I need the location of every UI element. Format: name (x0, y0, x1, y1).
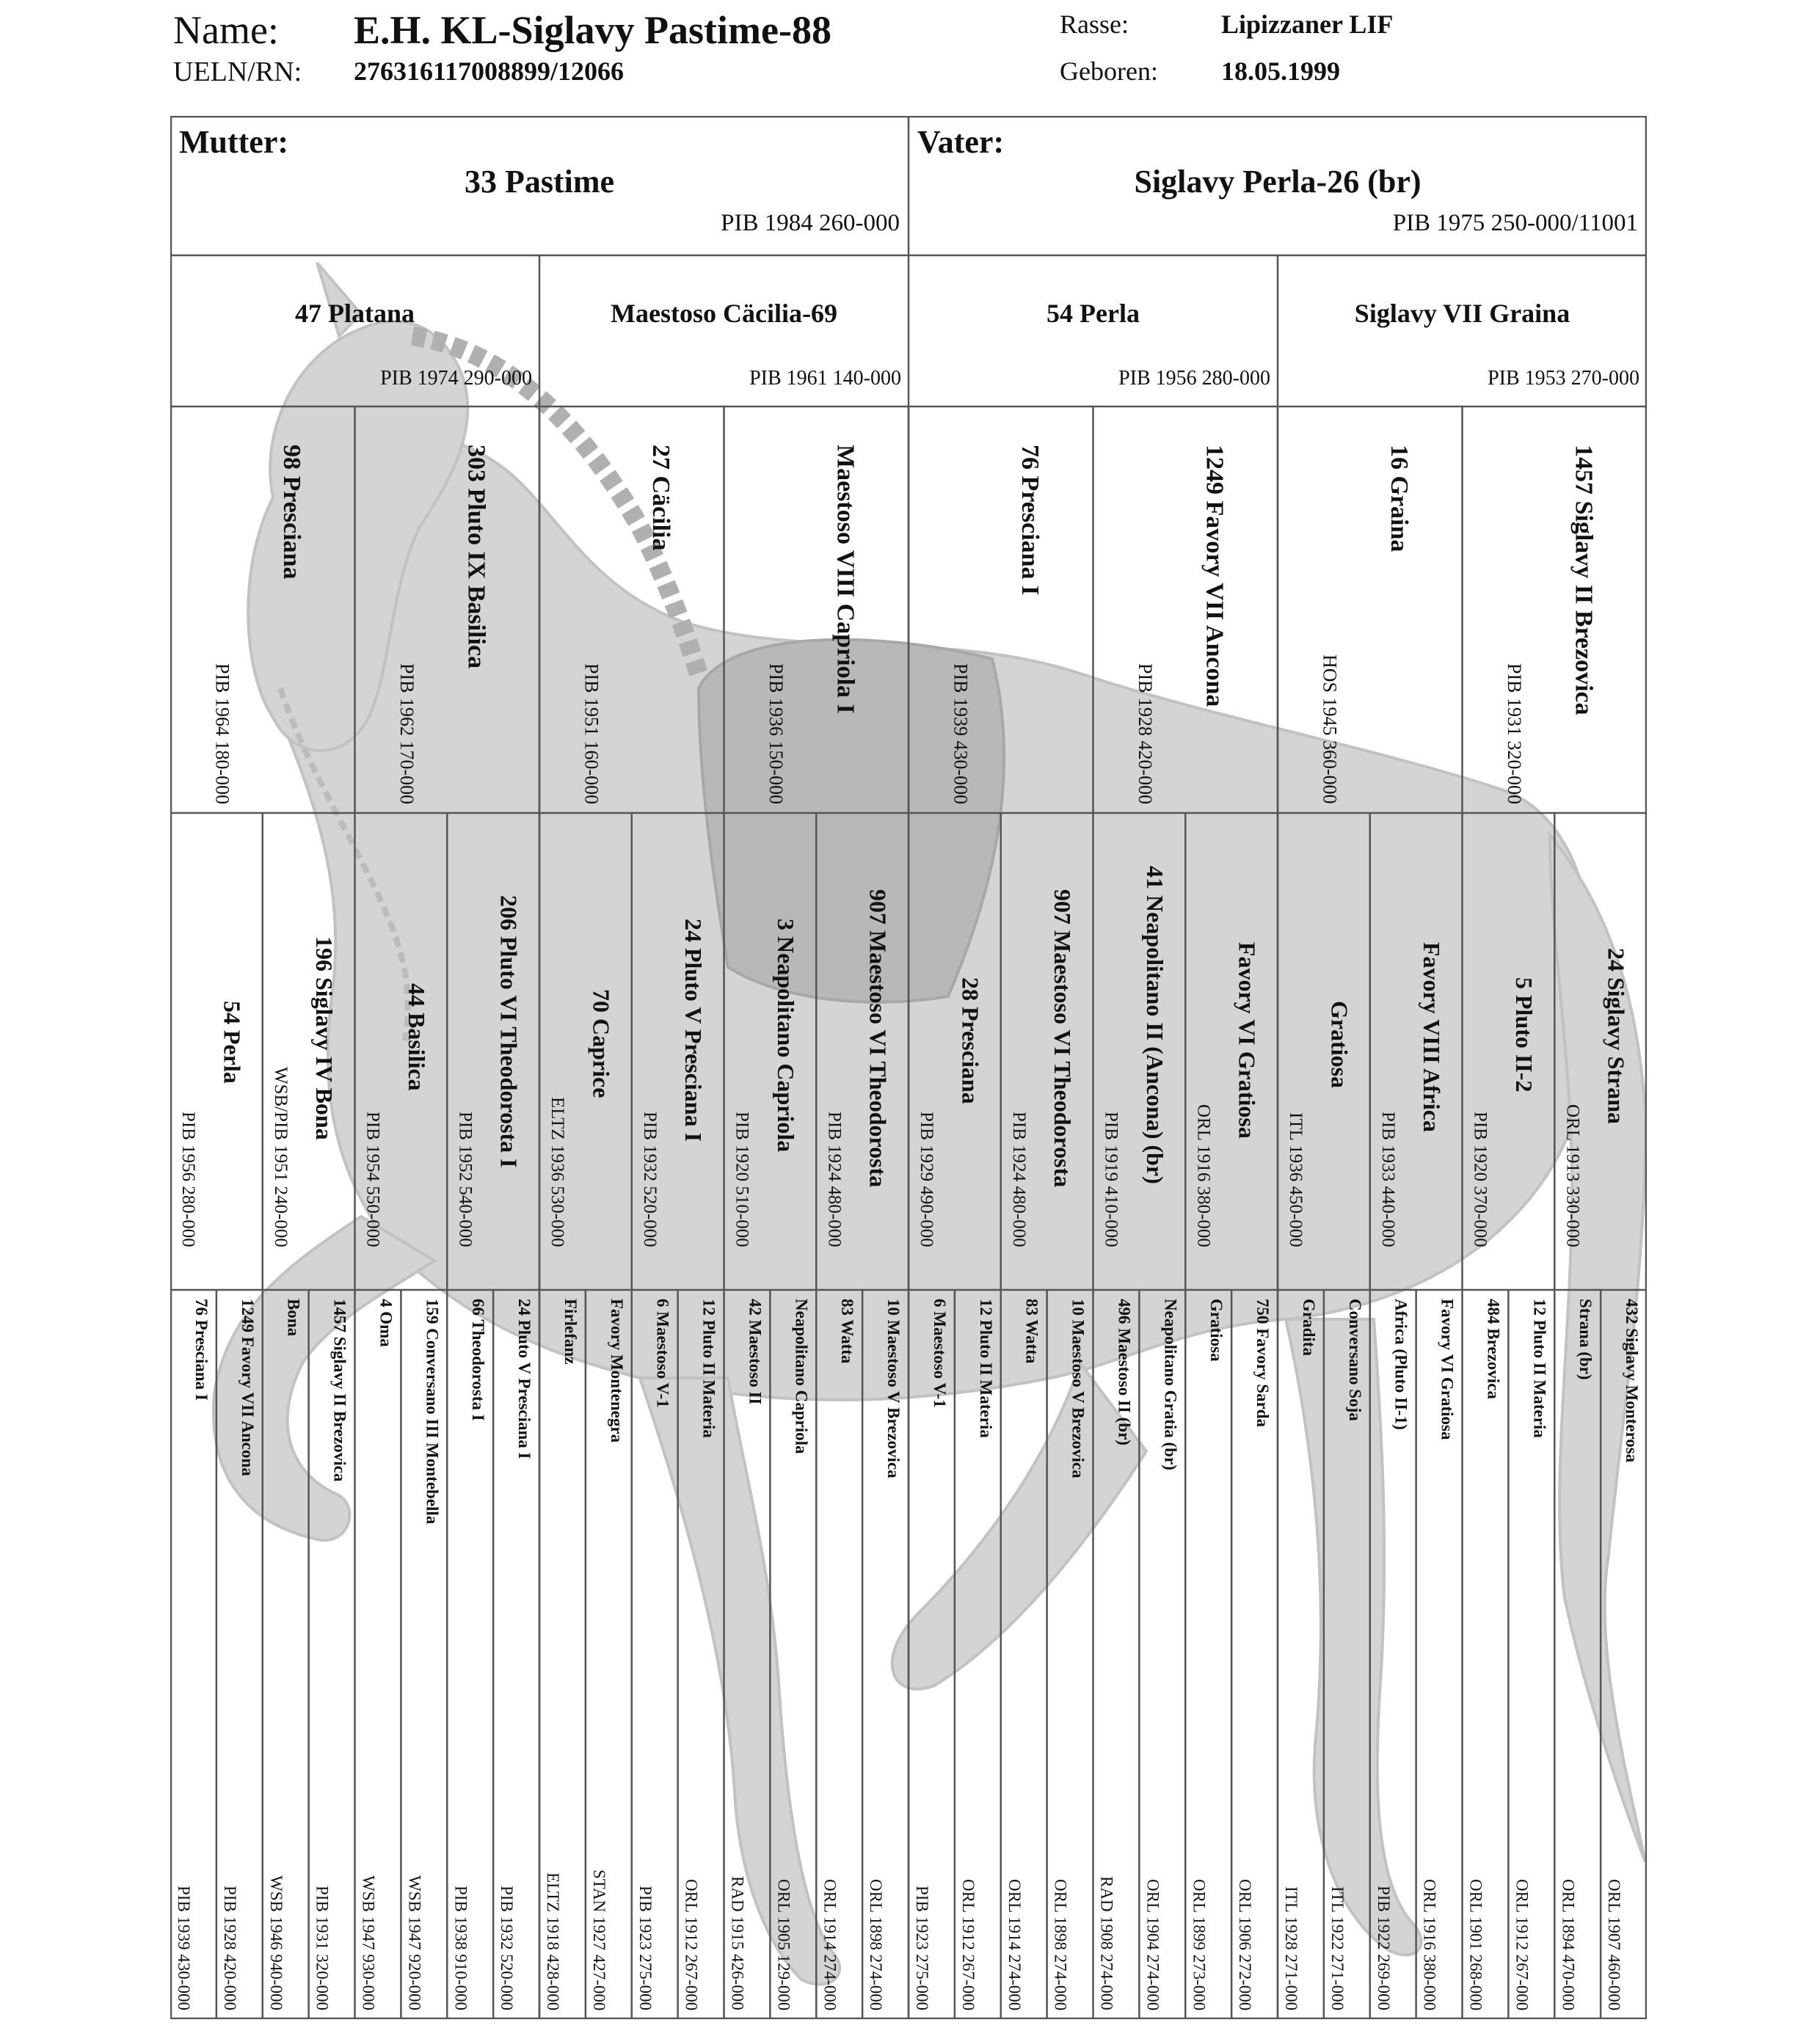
ancestor-registration: PIB 1931 320-000 (313, 1886, 332, 2010)
ancestor-cell (678, 1290, 724, 2019)
parent-registration: PIB 1984 260-000 (721, 210, 900, 236)
ancestor-registration: PIB 1920 510-000 (732, 1112, 752, 1247)
ancestor-name: 750 Favory Sarda (1253, 1299, 1273, 1428)
ancestor-cell (1185, 1290, 1231, 2019)
ancestor-registration: PIB 1920 370-000 (1470, 1112, 1490, 1247)
ancestor-registration: RAD 1908 274-000 (1097, 1876, 1116, 2010)
ancestor-name: 83 Watta (1022, 1299, 1041, 1364)
ancestor-registration: PIB 1923 275-000 (913, 1886, 932, 2010)
ancestor-name: Favory VI Gratiosa (1438, 1299, 1457, 1440)
grandparent-name: 54 Perla (1046, 299, 1140, 328)
ancestor-registration: PIB 1936 150-000 (765, 663, 787, 804)
ancestor-cell (1370, 813, 1463, 1290)
ancestor-registration: ORL 1912 267-000 (682, 1878, 701, 2010)
sire-cell (909, 116, 1647, 255)
parent-role-label: Mutter: (179, 124, 289, 160)
ancestor-name: Strana (br) (1576, 1299, 1595, 1380)
ancestor-registration: ITL 1922 271-000 (1328, 1886, 1347, 2010)
ancestor-name: Favory VI Gratiosa (1234, 942, 1261, 1139)
ancestor-name: 303 Pluto IX Basilica (462, 445, 490, 669)
ancestor-registration: HOS 1945 360-000 (1319, 654, 1341, 804)
ancestor-registration: WSB 1947 920-000 (405, 1875, 424, 2010)
ancestor-name: 1457 Siglavy II Brezovica (330, 1299, 349, 1482)
ancestor-cell (216, 1290, 263, 2019)
ancestor-registration: ORL 1907 460-000 (1605, 1878, 1624, 2010)
ancestor-name: 159 Conversano III Montebella (423, 1299, 442, 1525)
ancestor-registration: PIB 1938 910-000 (451, 1886, 470, 2010)
ancestor-cell (1508, 1290, 1554, 2019)
horse-name: E.H. KL-Siglavy Pastime-88 (354, 8, 831, 52)
ancestor-registration: PIB 1923 275-000 (636, 1886, 655, 2010)
ancestor-registration: ORL 1898 274-000 (1051, 1878, 1070, 2010)
grandparent-cell (539, 255, 909, 406)
ancestor-registration: PIB 1919 410-000 (1101, 1112, 1121, 1247)
ancestor-registration: ITL 1936 450-000 (1286, 1112, 1306, 1247)
born-value: 18.05.1999 (1221, 56, 1340, 86)
ancestor-name: 4 Oma (376, 1299, 396, 1347)
ancestor-cell (263, 813, 355, 1290)
ancestor-name: 70 Caprice (588, 989, 615, 1098)
ancestor-name: 1249 Favory VII Ancona (1201, 445, 1228, 707)
grandparent-registration: PIB 1956 280-000 (1118, 367, 1270, 390)
ancestor-registration: RAD 1915 426-000 (728, 1876, 747, 2010)
ancestor-registration: ORL 1901 268-000 (1466, 1878, 1485, 2010)
ancestor-cell (1001, 813, 1093, 1290)
ancestor-registration: PIB 1928 420-000 (220, 1886, 239, 2010)
grandparent-registration: PIB 1974 290-000 (380, 367, 532, 390)
ancestor-registration: PIB 1962 170-000 (396, 663, 418, 804)
ancestor-registration: ORL 1894 470-000 (1559, 1878, 1578, 2010)
ancestor-registration: ORL 1898 274-000 (867, 1878, 886, 2010)
ancestor-cell (1139, 1290, 1185, 2019)
ancestor-registration: PIB 1928 420-000 (1134, 663, 1156, 804)
ancestor-name: Neapolitano Gratia (br) (1161, 1299, 1180, 1470)
ancestor-registration: PIB 1924 480-000 (824, 1112, 845, 1247)
great-grandparent-cell (724, 406, 909, 813)
ancestor-cell (1185, 813, 1278, 1290)
ancestor-name: Firlefanz (561, 1299, 580, 1365)
ancestor-name: 16 Graina (1385, 445, 1413, 552)
parent-name: Siglavy Perla-26 (br) (1134, 164, 1422, 200)
parent-role-label: Vater: (917, 124, 1005, 160)
ancestor-cell (632, 813, 724, 1290)
ancestor-cell (539, 813, 632, 1290)
ancestor-cell (1278, 1290, 1324, 2019)
ancestor-name: 206 Pluto VI Theodorosta I (495, 895, 523, 1168)
ancestor-name: 1457 Siglavy II Brezovica (1570, 445, 1598, 715)
born-label: Geboren: (1060, 56, 1158, 86)
grandparent-cell (909, 255, 1278, 406)
ancestor-name: 24 Siglavy Strana (1603, 948, 1630, 1125)
great-grandparent-cell (539, 406, 724, 813)
ancestor-cell (724, 813, 817, 1290)
ancestor-name: 24 Pluto V Presciana I (680, 919, 707, 1142)
ancestor-name: 496 Maestoso II (br) (1115, 1299, 1134, 1445)
parent-registration: PIB 1975 250-000/11001 (1392, 210, 1638, 236)
ancestor-cell (1601, 1290, 1647, 2019)
ancestor-cell (170, 813, 263, 1290)
ancestor-name: 28 Presciana (957, 977, 984, 1104)
great-grandparent-cell (1463, 406, 1648, 813)
ancestor-cell (1093, 1290, 1140, 2019)
ancestor-name: Bona (284, 1299, 303, 1337)
ancestor-registration: ORL 1914 274-000 (820, 1878, 840, 2010)
ancestor-name: 24 Pluto V Presciana I (515, 1299, 534, 1459)
dam-cell (170, 116, 909, 255)
ancestor-name: 3 Neapolitano Capriola (772, 919, 799, 1153)
ancestor-registration: PIB 1952 540-000 (455, 1112, 476, 1247)
ancestor-registration: PIB 1932 520-000 (498, 1886, 517, 2010)
ancestor-name: 5 Pluto II-2 (1510, 977, 1537, 1093)
ancestor-registration: ORL 1899 273-000 (1190, 1878, 1209, 2010)
ancestor-cell (355, 1290, 401, 2019)
grandparent-name: 47 Platana (294, 299, 415, 328)
ancestor-cell (539, 1290, 586, 2019)
ancestor-cell (816, 813, 909, 1290)
ancestor-cell (1370, 1290, 1416, 2019)
ancestor-name: 6 Maestoso V-1 (653, 1299, 672, 1408)
ancestor-name: Maestoso VIII Capriola I (831, 445, 859, 714)
ancestor-cell (586, 1290, 632, 2019)
ancestor-name: 1249 Favory VII Ancona (238, 1299, 257, 1476)
ancestor-cell (1463, 1290, 1509, 2019)
pedigree-table (170, 116, 1647, 2019)
ancestor-name: Neapolitano Capriola (792, 1299, 811, 1454)
ancestor-name: 12 Pluto II Materia (1530, 1299, 1549, 1438)
ancestor-registration: ORL 1912 267-000 (1513, 1878, 1532, 2010)
ancestor-cell (1554, 813, 1647, 1290)
ancestor-name: 907 Maestoso VI Theodorosta (864, 889, 892, 1188)
ancestor-registration: WSB 1946 940-000 (266, 1875, 285, 2010)
ancestor-registration: ORL 1905 129-000 (774, 1878, 793, 2010)
ancestor-registration: ORL 1913 330-000 (1562, 1104, 1583, 1247)
ancestor-cell (955, 1290, 1001, 2019)
ancestor-registration: PIB 1956 280-000 (178, 1112, 199, 1247)
ancestor-registration: PIB 1964 180-000 (211, 663, 233, 804)
ancestor-cell (816, 1290, 862, 2019)
ancestor-name: 6 Maestoso V-1 (930, 1299, 949, 1408)
great-grandparent-cell (355, 406, 540, 813)
ancestor-cell (1001, 1290, 1047, 2019)
ancestor-name: 907 Maestoso VI Theodorosta (1049, 889, 1077, 1188)
ancestor-registration: PIB 1951 160-000 (580, 663, 603, 804)
ancestor-name: Gratiosa (1326, 1001, 1353, 1089)
ancestor-registration: ORL 1916 380-000 (1193, 1104, 1214, 1247)
ancestor-registration: ORL 1906 272-000 (1236, 1878, 1255, 2010)
ancestor-name: 27 Cäcilia (647, 445, 674, 551)
parent-name: 33 Pastime (464, 164, 615, 200)
ancestor-registration: ITL 1928 271-000 (1282, 1886, 1301, 2010)
ancestor-registration: PIB 1922 269-000 (1374, 1886, 1393, 2010)
ancestor-cell (1047, 1290, 1093, 2019)
ancestor-registration: PIB 1954 550-000 (363, 1112, 383, 1247)
ancestor-cell (447, 813, 539, 1290)
ueln-label: UELN/RN: (173, 56, 302, 87)
breed-value: Lipizzaner LIF (1221, 10, 1394, 39)
ancestor-registration: ORL 1904 274-000 (1143, 1878, 1162, 2010)
ancestor-name: 76 Presciana I (192, 1299, 211, 1401)
ancestor-registration: PIB 1929 490-000 (917, 1112, 937, 1247)
ancestor-registration: WSB 1947 930-000 (359, 1875, 378, 2010)
ancestor-cell (1324, 1290, 1370, 2019)
ancestor-cell (401, 1290, 447, 2019)
ancestor-cell (309, 1290, 355, 2019)
ancestor-registration: ORL 1912 267-000 (958, 1878, 978, 2010)
ancestor-cell (909, 813, 1001, 1290)
ancestor-name: Conversano Soja (1345, 1299, 1364, 1421)
ancestor-registration: PIB 1924 480-000 (1008, 1112, 1029, 1247)
ancestor-registration: WSB/PIB 1951 240-000 (270, 1067, 291, 1247)
ancestor-registration: PIB 1933 440-000 (1377, 1112, 1398, 1247)
ancestor-cell (1278, 813, 1370, 1290)
ancestor-name: 10 Maestoso V Brezovica (884, 1299, 903, 1478)
ancestor-name: Favory Montenegra (607, 1299, 626, 1443)
ancestor-name: 10 Maestoso V Brezovica (1069, 1299, 1088, 1478)
ancestor-registration: ORL 1914 274-000 (1005, 1878, 1024, 2010)
ancestor-name: 44 Basilica (403, 983, 430, 1091)
ancestor-name: 432 Siglavy Monterosa (1623, 1299, 1642, 1463)
ancestor-cell (447, 1290, 493, 2019)
grandparent-registration: PIB 1961 140-000 (749, 367, 901, 390)
grandparent-name: Siglavy VII Graina (1354, 299, 1570, 328)
ancestor-name: 12 Pluto II Materia (699, 1299, 718, 1438)
ancestor-cell (862, 1290, 909, 2019)
great-grandparent-cell (170, 406, 355, 813)
ancestor-cell (632, 1290, 678, 2019)
ancestor-registration: ELTZ 1918 428-000 (544, 1872, 563, 2010)
great-grandparent-cell (1278, 406, 1463, 813)
ancestor-name: 12 Pluto II Materia (976, 1299, 995, 1438)
ancestor-registration: PIB 1939 430-000 (950, 663, 972, 804)
ancestor-cell (770, 1290, 816, 2019)
ancestor-cell (1416, 1290, 1463, 2019)
ancestor-registration: ELTZ 1936 530-000 (547, 1097, 568, 1247)
grandparent-cell (1278, 255, 1647, 406)
ancestor-registration: PIB 1939 430-000 (175, 1886, 194, 2010)
ancestor-name: Gradita (1299, 1299, 1318, 1356)
ancestor-cell (909, 1290, 955, 2019)
ancestor-name: 66 Theodorosta I (469, 1299, 488, 1421)
ancestor-name: 76 Presciana I (1016, 445, 1044, 596)
ancestor-cell (1231, 1290, 1278, 2019)
ancestor-cell (1554, 1290, 1601, 2019)
ancestor-name: 42 Maestoso II (746, 1299, 765, 1405)
great-grandparent-cell (1093, 406, 1278, 813)
grandparent-name: Maestoso Cäcilia-69 (611, 299, 837, 328)
ancestor-cell (1093, 813, 1186, 1290)
ancestor-name: Africa (Pluto II-1) (1391, 1299, 1410, 1430)
grandparent-cell (170, 255, 539, 406)
ancestor-registration: PIB 1931 320-000 (1503, 663, 1525, 804)
ancestor-cell (355, 813, 448, 1290)
ancestor-name: 196 Siglavy IV Bona (311, 936, 338, 1140)
great-grandparent-cell (909, 406, 1093, 813)
ancestor-registration: STAN 1927 427-000 (589, 1869, 608, 2010)
ancestor-name: 98 Presciana (277, 445, 305, 580)
ancestor-cell (170, 1290, 216, 2019)
ancestor-cell (1463, 813, 1555, 1290)
ancestor-registration: ORL 1916 380-000 (1420, 1878, 1439, 2010)
ueln-value: 276316117008899/12066 (354, 56, 625, 86)
ancestor-name: Favory VIII Africa (1419, 942, 1446, 1132)
name-label: Name: (173, 8, 279, 52)
ancestor-cell (724, 1290, 771, 2019)
ancestor-name: Gratiosa (1207, 1299, 1226, 1362)
ancestor-name: 41 Neapolitano II (Ancona) (br) (1141, 866, 1168, 1184)
grandparent-registration: PIB 1953 270-000 (1488, 367, 1639, 390)
ancestor-name: 54 Perla (219, 1001, 246, 1084)
ancestor-name: 83 Watta (838, 1299, 857, 1364)
ancestor-name: 484 Brezovica (1484, 1299, 1503, 1399)
ancestor-registration: PIB 1932 520-000 (639, 1112, 660, 1247)
breed-label: Rasse: (1060, 10, 1129, 39)
ancestor-cell (263, 1290, 309, 2019)
ancestor-cell (493, 1290, 539, 2019)
